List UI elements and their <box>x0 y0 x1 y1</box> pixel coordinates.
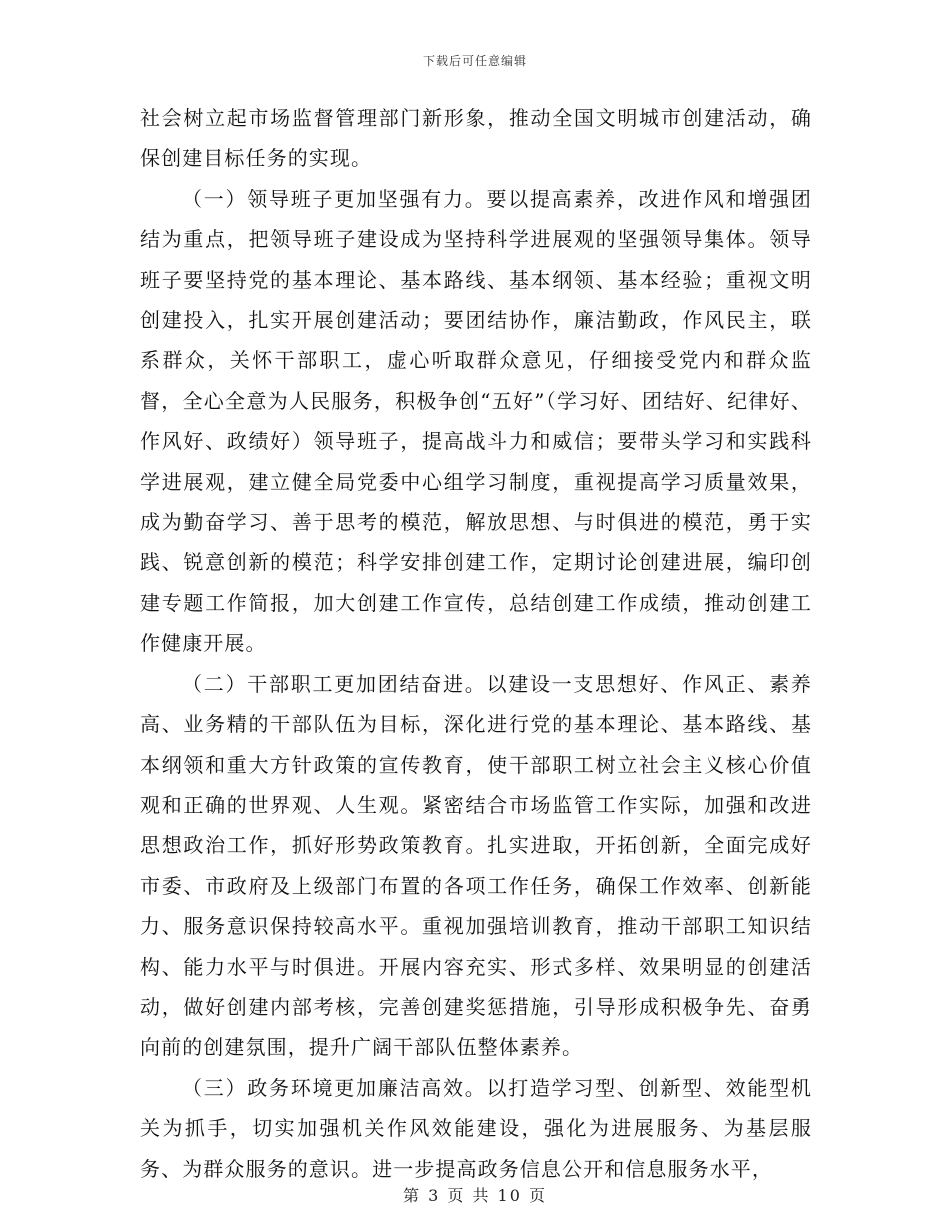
paragraph-staff: （二）干部职工更加团结奋进。以建设一支思想好、作风正、素养高、业务精的干部队伍为目标，深化进行党的基本理论、基本路线、基本纲领和重大方针政策的宣传教育，使干部职工树立社会主义核心价值观和正确的世界观、人生观。紧密结合市场监管工作实际，加强和改进思想政治工作，抓好形势政策教育。扎实进取，开拓创新，全面完成好市委、市政府及上级部门布置的各项工作任务，确保工作效率、创新能力、服务意识保持较高水平。重视加强培训教育，推动干部职工知识结构、能力水平与时俱进。开展内容充实、形式多样、效果明显的创建活动，做好创建内部考核，完善创建奖惩措施，引导形成积极争先、奋勇向前的创建氛围，提升广阔干部队伍整体素养。 <box>140 671 812 1060</box>
document-body <box>140 98 812 1189</box>
paragraph-government-affairs: （三）政务环境更加廉洁高效。以打造学习型、创新型、效能型机关为抓手，切实加强机关作风效能建设，强化为进展服务、为基层服务、为群众服务的意识。进一步提高政务信息公开和信息服务水平， <box>140 1075 812 1181</box>
paragraph-leadership: （一）领导班子更加坚强有力。要以提高素养，改进作风和增强团结为重点，把领导班子建设成为坚持科学进展观的坚强领导集体。领导班子要坚持党的基本理论、基本路线、基本纲领、基本经验；重视文明创建投入，扎实开展创建活动；要团结协作，廉洁勤政，作风民主，联系群众，关怀干部职工，虚心听取群众意见，仔细接受党内和群众监督，全心全意为人民服务，积极争创“五好”（学习好、团结好、纪律好、作风好、政绩好）领导班子，提高战斗力和威信；要带头学习和实践科学进展观，建立健全局党委中心组学习制度，重视提高学习质量效果，成为勤奋学习、善于思考的模范，解放思想、与时俱进的模范，勇于实践、锐意创新的模范；科学安排创建工作，定期讨论创建进展，编印创建专题工作简报，加大创建工作宣传，总结创建工作成绩，推动创建工作健康开展。 <box>140 186 812 656</box>
page-number-footer: 第 3 页 共 10 页 <box>403 1186 547 1205</box>
paragraph-continuation: 社会树立起市场监督管理部门新形象，推动全国文明城市创建活动，确保创建目标任务的实现。 <box>140 106 812 171</box>
page-header-note: 下载后可任意编辑 <box>422 54 527 68</box>
